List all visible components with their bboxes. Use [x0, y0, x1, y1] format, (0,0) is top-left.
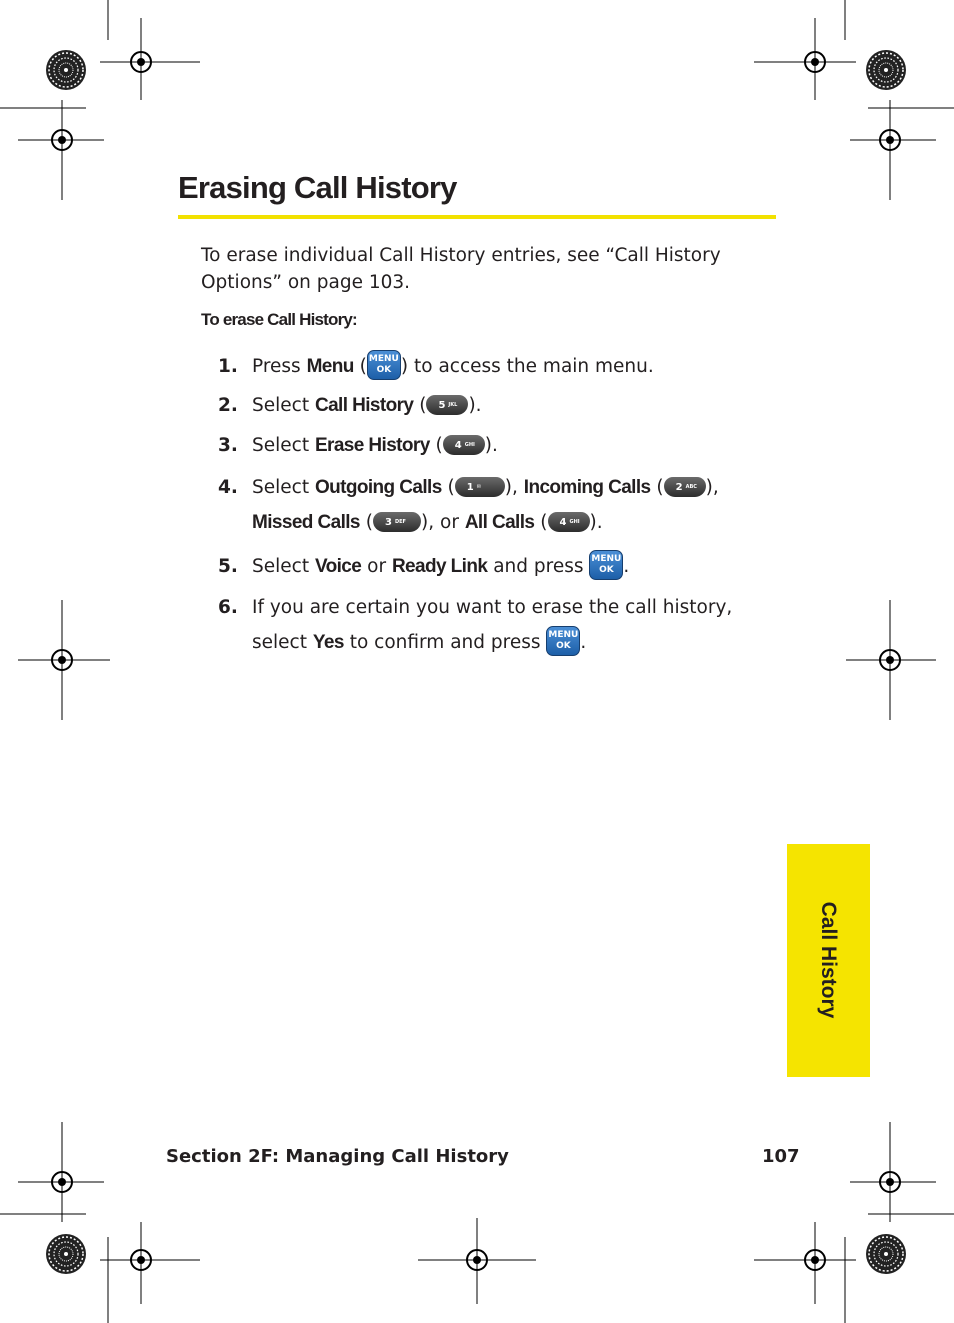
title-underline — [178, 215, 776, 219]
voice-label: Voice — [314, 556, 362, 577]
intro-paragraph: To erase individual Call History entries, see “Call History Options” on page 103. — [201, 245, 721, 293]
yes-label: Yes — [312, 632, 344, 653]
procedure-heading: To erase Call History: — [201, 310, 357, 329]
step-number: 4. — [218, 477, 238, 498]
menu-ok-key-icon: MENU OK — [367, 350, 401, 380]
outgoing-calls-label: Outgoing Calls — [314, 477, 442, 498]
step-5: 5. Select Voice or Ready Link and press MENU OK . — [218, 549, 758, 584]
footer-page-number: 107 — [762, 1146, 800, 1167]
step-3: 3. Select Erase History ( 4 GHI ). — [218, 428, 758, 463]
ready-link-label: Ready Link — [391, 556, 488, 577]
menu-label: Menu — [306, 356, 354, 377]
registration-star-icon — [866, 1234, 906, 1274]
registration-star-icon — [46, 50, 86, 90]
menu-ok-key-icon: MENU OK — [589, 550, 623, 580]
step-number: 5. — [218, 556, 238, 577]
call-history-label: Call History — [314, 395, 414, 416]
step-number: 2. — [218, 395, 238, 416]
step-number: 1. — [218, 356, 238, 377]
menu-ok-key-icon: MENU OK — [546, 626, 580, 656]
step-4: 4. Select Outgoing Calls ( 1 ✉ ), Incoming Calls ( 2 ABC ), Missed Calls ( 3 DEF ), or All Calls ( 4 GHI ). — [218, 470, 758, 540]
key-3-icon: 3 DEF — [373, 512, 421, 532]
key-4-icon: 4 GHI — [443, 435, 485, 455]
incoming-calls-label: Incoming Calls — [523, 477, 651, 498]
step-6: 6. If you are certain you want to erase the call history, select Yes to confirm and press MENU OK . — [218, 590, 758, 660]
all-calls-label: All Calls — [464, 512, 535, 533]
registration-star-icon — [46, 1234, 86, 1274]
key-5-icon: 5 JKL — [426, 395, 468, 415]
step-1: 1. Press Menu ( MENU OK ) to access the main menu. — [218, 349, 758, 384]
page-title: Erasing Call History — [178, 170, 457, 205]
footer-section-title: Section 2F: Managing Call History — [166, 1146, 509, 1167]
key-4-icon: 4 GHI — [548, 512, 590, 532]
key-2-icon: 2 ABC — [664, 477, 706, 497]
missed-calls-label: Missed Calls — [252, 512, 360, 533]
section-tab-label: Call History — [817, 901, 840, 1019]
key-1-icon: 1 ✉ — [455, 477, 505, 497]
registration-star-icon — [866, 50, 906, 90]
step-number: 3. — [218, 435, 238, 456]
erase-history-label: Erase History — [314, 435, 430, 456]
step-2: 2. Select Call History ( 5 JKL ). — [218, 388, 758, 423]
step-number: 6. — [218, 597, 238, 618]
